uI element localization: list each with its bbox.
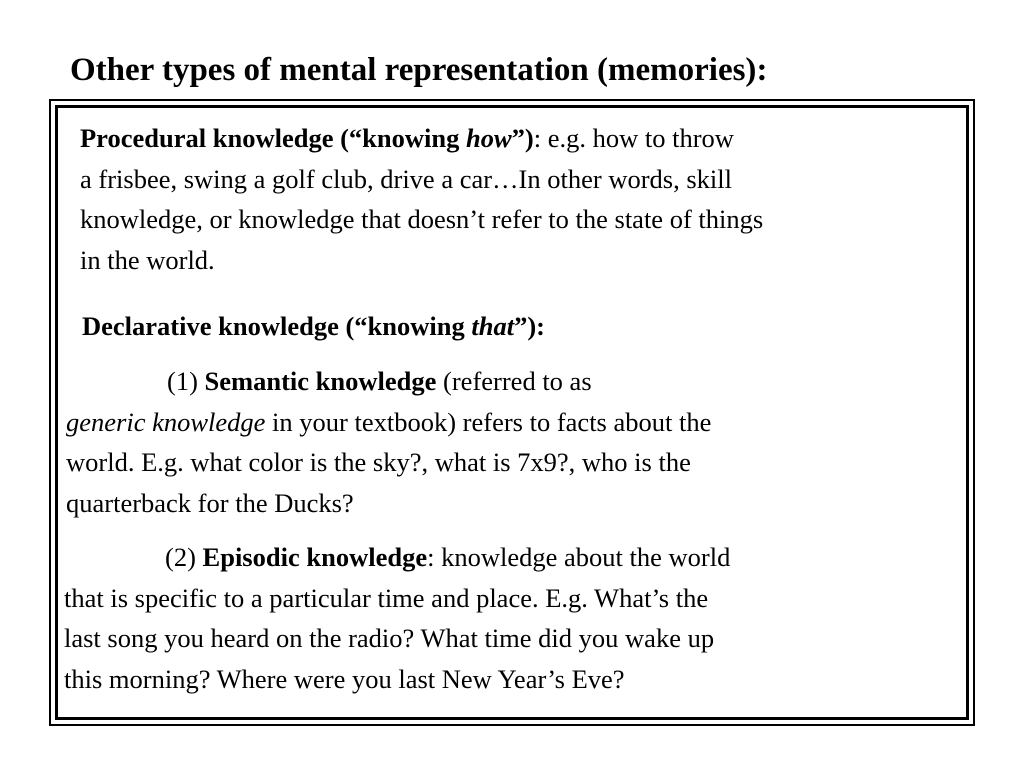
semantic-line-1-rest: (referred to as bbox=[436, 366, 592, 396]
semantic-number: (1) bbox=[167, 366, 205, 396]
slide-title-text: Other types of mental representation (memories) bbox=[70, 52, 757, 88]
slide-title bbox=[70, 52, 767, 89]
procedural-paragraph bbox=[80, 118, 763, 280]
declarative-term: Declarative knowledge (“knowing bbox=[82, 311, 472, 341]
declarative-line bbox=[82, 306, 545, 347]
semantic-line-1 bbox=[66, 361, 711, 402]
procedural-line-2: a frisbee, swing a golf club, drive a car…In other words, skill bbox=[80, 163, 733, 194]
procedural-line-1 bbox=[80, 118, 763, 159]
semantic-generic-term: generic knowledge bbox=[66, 406, 266, 437]
procedural-line-1-rest: : e.g. how to throw bbox=[533, 123, 734, 153]
declarative-heading bbox=[82, 306, 545, 347]
semantic-line-3: world. E.g. what color is the sky?, what is 7x9?, who is the bbox=[66, 447, 691, 477]
semantic-term: Semantic knowledge bbox=[204, 366, 437, 396]
declarative-term-close: ”): bbox=[514, 311, 546, 341]
episodic-term: Episodic knowledge bbox=[202, 542, 428, 572]
episodic-line-3: last song you heard on the radio? What time did you wake up bbox=[64, 623, 715, 653]
semantic-line-2 bbox=[66, 402, 711, 443]
declarative-term-italic: that bbox=[471, 311, 515, 341]
procedural-line-4: in the world. bbox=[80, 244, 215, 275]
episodic-paragraph bbox=[64, 537, 730, 699]
episodic-line-1 bbox=[64, 537, 730, 578]
slide-title-colon: : bbox=[756, 52, 768, 88]
semantic-paragraph bbox=[66, 361, 711, 523]
procedural-term: Procedural knowledge (“knowing bbox=[80, 123, 466, 153]
episodic-line-2: that is specific to a particular time and place. E.g. What’s the bbox=[64, 582, 709, 613]
episodic-line-1-rest: : knowledge about the world bbox=[427, 542, 731, 572]
episodic-line-4: this morning? Where were you last New Year’s Eve? bbox=[64, 663, 625, 694]
semantic-line-2-rest: in your textbook) refers to facts about the bbox=[265, 406, 712, 437]
semantic-line-4: quarterback for the Ducks? bbox=[66, 487, 354, 518]
procedural-line-3: knowledge, or knowledge that doesn’t refer to the state of things bbox=[80, 204, 764, 234]
procedural-term-close: ”) bbox=[511, 123, 534, 153]
procedural-term-italic: how bbox=[466, 123, 512, 153]
episodic-number: (2) bbox=[165, 542, 203, 572]
